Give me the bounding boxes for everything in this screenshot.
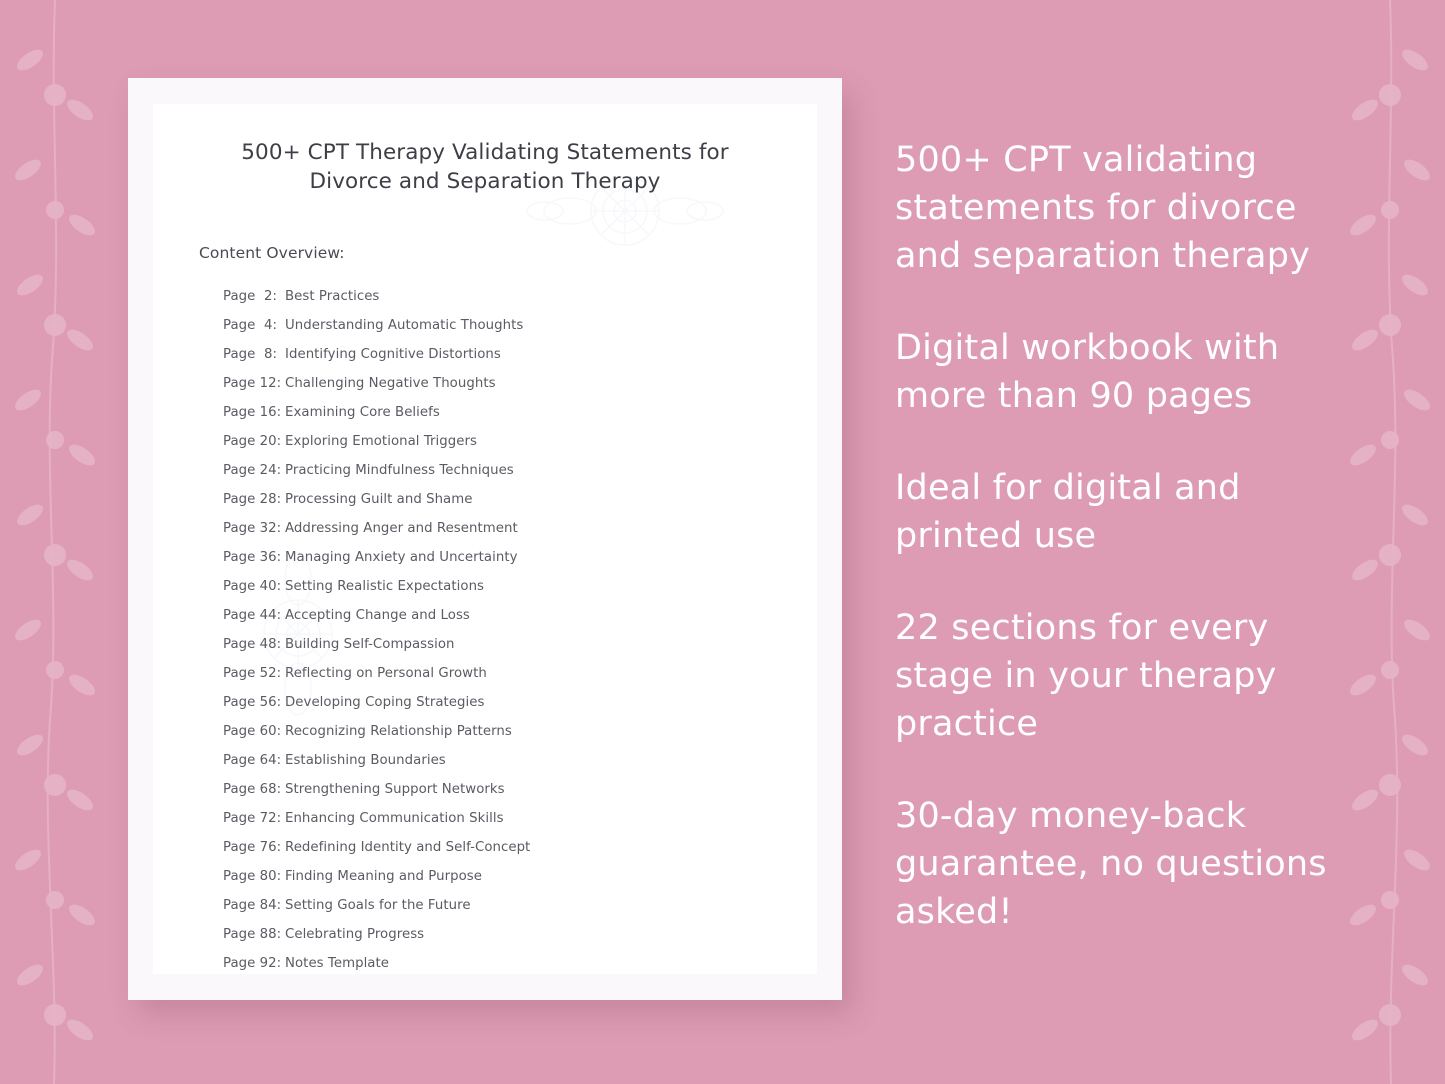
toc-page-number: Page 68: — [223, 782, 282, 797]
toc-section-title: Setting Goals for the Future — [285, 898, 471, 913]
toc-page-number: Page 60: — [223, 724, 282, 739]
toc-section-title: Identifying Cognitive Distortions — [285, 347, 501, 362]
toc-row — [223, 543, 771, 572]
toc-section-title: Challenging Negative Thoughts — [285, 376, 496, 391]
marketing-statement: 30-day money-back guarantee, no questions asked! — [895, 796, 1327, 932]
marketing-statement: 500+ CPT validating statements for divorce and separation therapy — [895, 140, 1311, 276]
toc-section-title: Celebrating Progress — [285, 927, 425, 942]
marketing-column — [895, 136, 1365, 936]
toc-row — [223, 456, 771, 485]
toc-page-number: Page 2: — [223, 289, 277, 304]
content-overview-label: Content Overview: — [199, 244, 345, 262]
toc-page-number: Page 56: — [223, 695, 282, 710]
toc-page-number: Page 24: — [223, 463, 282, 478]
toc-row — [223, 427, 771, 456]
toc-section-title: Exploring Emotional Triggers — [285, 434, 478, 449]
toc-row — [223, 282, 771, 311]
page-title: 500+ CPT Therapy Validating Statements for Divorce and Separation Therapy — [241, 140, 729, 194]
toc-row — [223, 311, 771, 340]
toc-page-number: Page 16: — [223, 405, 282, 420]
toc-page-number: Page 76: — [223, 840, 282, 855]
toc-section-title: Strengthening Support Networks — [285, 782, 505, 797]
toc-page-number: Page 12: — [223, 376, 282, 391]
marketing-statement: 22 sections for every stage in your therapy practice — [895, 608, 1277, 744]
toc-section-title: Managing Anxiety and Uncertainty — [285, 550, 518, 565]
toc-section-title: Setting Realistic Expectations — [285, 579, 485, 594]
toc-page-number: Page 44: — [223, 608, 282, 623]
toc-page-number: Page 20: — [223, 434, 282, 449]
toc-section-title: Reflecting on Personal Growth — [285, 666, 487, 681]
toc-page-number: Page 88: — [223, 927, 282, 942]
toc-row — [223, 659, 771, 688]
toc-row — [223, 398, 771, 427]
toc-section-title: Establishing Boundaries — [285, 753, 446, 768]
toc-row — [223, 369, 771, 398]
toc-page-number: Page 52: — [223, 666, 282, 681]
toc-section-title: Redefining Identity and Self-Concept — [285, 840, 531, 855]
toc-section-title: Examining Core Beliefs — [285, 405, 440, 420]
toc-row — [223, 775, 771, 804]
toc-section-title: Building Self-Compassion — [285, 637, 455, 652]
toc-section-title: Notes Template — [285, 956, 390, 971]
toc-section-title: Enhancing Communication Skills — [285, 811, 504, 826]
toc-row — [223, 485, 771, 514]
toc-section-title: Addressing Anger and Resentment — [285, 521, 518, 536]
toc-page-number: Page 28: — [223, 492, 282, 507]
toc-page-number: Page 48: — [223, 637, 282, 652]
marketing-statement: Ideal for digital and printed use — [895, 468, 1241, 556]
toc-page-number: Page 84: — [223, 898, 282, 913]
toc-section-title: Developing Coping Strategies — [285, 695, 485, 710]
toc-page-number: Page 80: — [223, 869, 282, 884]
toc-row — [223, 949, 771, 978]
toc-row — [223, 891, 771, 920]
toc-section-title: Accepting Change and Loss — [285, 608, 470, 623]
marketing-statement: Digital workbook with more than 90 pages — [895, 328, 1280, 416]
toc-row — [223, 630, 771, 659]
toc-page-number: Page 64: — [223, 753, 282, 768]
floral-border-left — [0, 0, 110, 1084]
toc-section-title: Understanding Automatic Thoughts — [285, 318, 524, 333]
toc-section-title: Recognizing Relationship Patterns — [285, 724, 512, 739]
toc-page-number: Page 92: — [223, 956, 282, 971]
toc-section-title: Processing Guilt and Shame — [285, 492, 473, 507]
toc-row — [223, 920, 771, 949]
toc-page-number: Page 8: — [223, 347, 277, 362]
toc-row — [223, 862, 771, 891]
toc-page-number: Page 40: — [223, 579, 282, 594]
toc-row — [223, 688, 771, 717]
toc-row — [223, 340, 771, 369]
toc-row — [223, 601, 771, 630]
table-of-contents — [199, 282, 771, 978]
toc-page-number: Page 4: — [223, 318, 277, 333]
toc-section-title: Finding Meaning and Purpose — [285, 869, 483, 884]
toc-row — [223, 514, 771, 543]
toc-row — [223, 804, 771, 833]
toc-row — [223, 746, 771, 775]
toc-page-number: Page 72: — [223, 811, 282, 826]
toc-section-title: Best Practices — [285, 289, 380, 304]
toc-row — [223, 833, 771, 862]
document-content — [153, 104, 817, 974]
toc-row — [223, 717, 771, 746]
toc-page-number: Page 36: — [223, 550, 282, 565]
toc-row — [223, 572, 771, 601]
toc-section-title: Practicing Mindfulness Techniques — [285, 463, 514, 478]
toc-page-number: Page 32: — [223, 521, 282, 536]
